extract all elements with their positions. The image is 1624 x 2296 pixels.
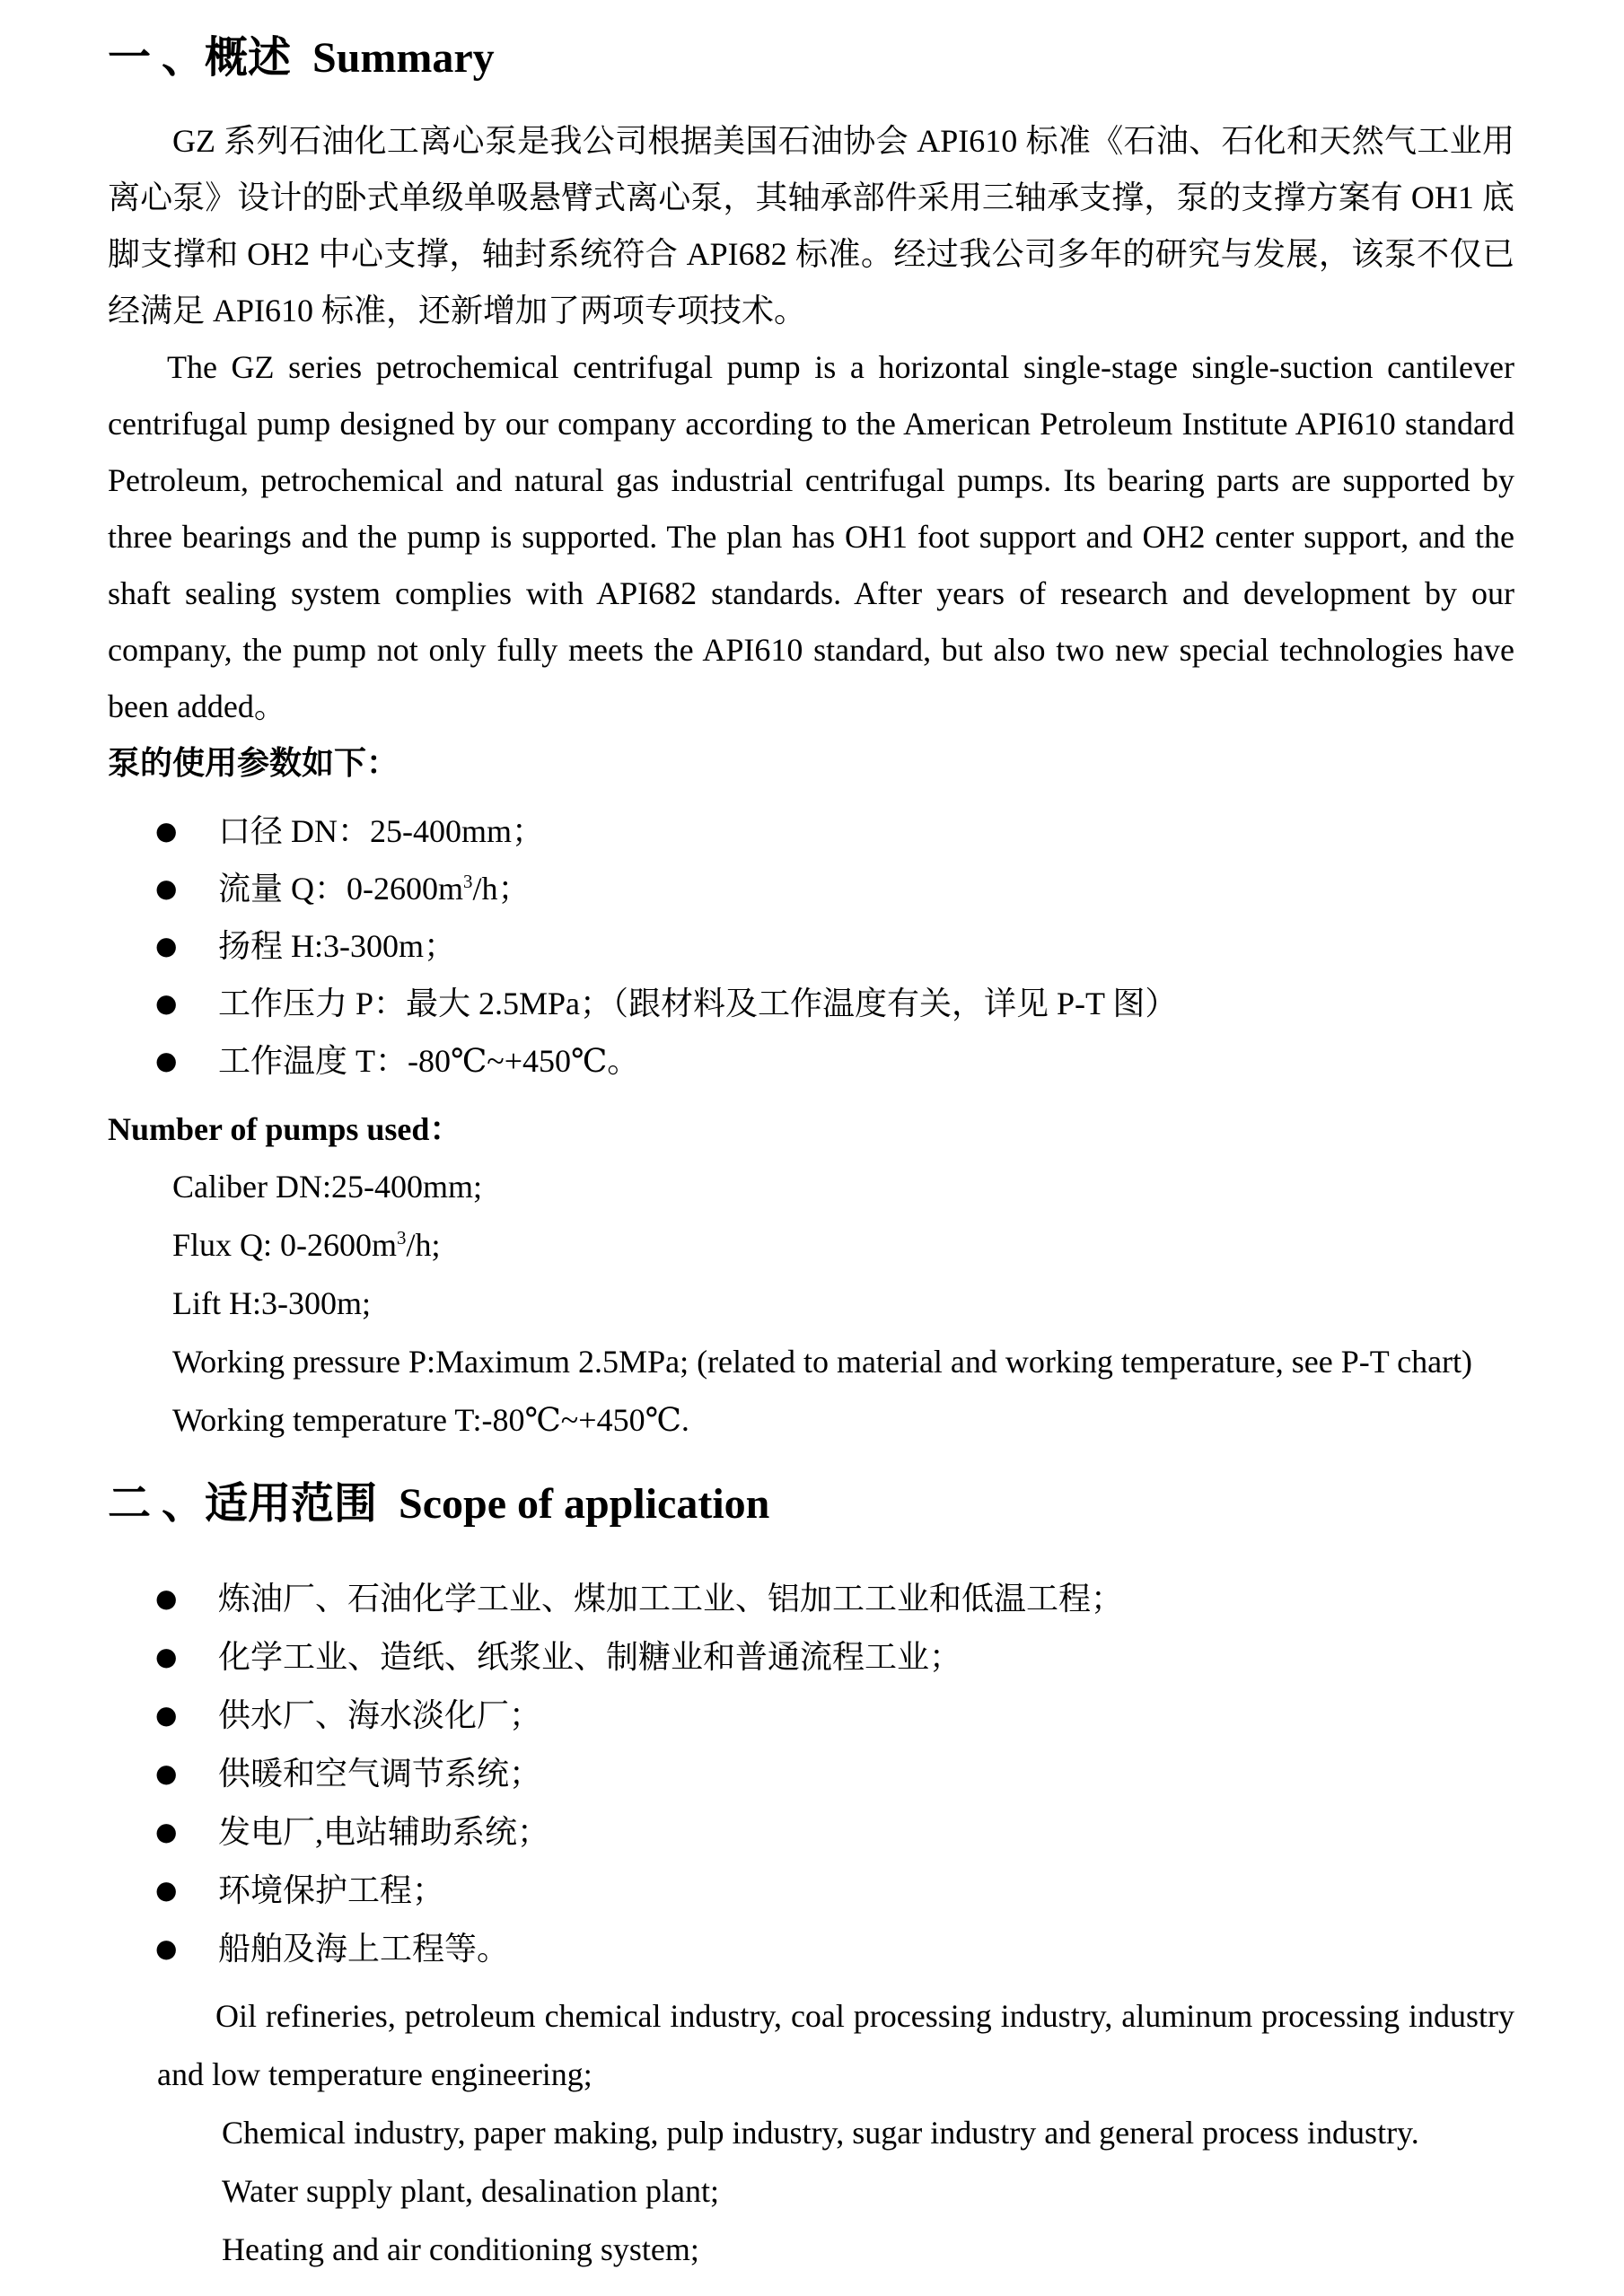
list-item-text: 炼油厂、石油化学工业、煤加工工业、铝加工工业和低温工程； — [218, 1581, 1124, 1617]
list-item — [108, 860, 1514, 917]
pump-parameters-list-chinese — [108, 802, 1514, 1090]
application-scope-english-line: Water supply plant, desalination plant; — [222, 2173, 719, 2209]
application-scope-english-line: Chemical industry, paper making, pulp industry, sugar industry and general process industry. — [222, 2115, 1419, 2151]
list-item-text: Working temperature T:-80℃~+450℃. — [172, 1402, 689, 1438]
list-item — [172, 1333, 1514, 1391]
list-item-text: /h； — [472, 871, 531, 907]
application-scope-list — [108, 1570, 1514, 1978]
bullet-icon: ● — [155, 1642, 178, 1671]
section2-heading: 二 、适用范围 Scope of application — [108, 1480, 770, 1528]
section1-intro-chinese: GZ 系列石油化工离心泵是我公司根据美国石油协会 API610 标准《石油、石化和天然气工业用离心泵》设计的卧式单级单吸悬臂式离心泵，其轴承部件采用三轴承支撑，泵的支撑方案有 OH1 底脚支撑和 OH2 中心支撑，轴封系统符合 API682 标准。经过我公司多年的研究与发展，该泵不仅已经满足 API610 标准，还新增加了两项专项技术。 — [108, 123, 1514, 329]
superscript: 3 — [397, 1227, 407, 1249]
superscript: 3 — [463, 871, 473, 892]
list-item — [108, 1862, 1514, 1920]
bullet-icon: ● — [155, 1046, 178, 1075]
list-item-text: 船舶及海上工程等。 — [218, 1931, 510, 1967]
list-item — [108, 1032, 1514, 1090]
section1-intro-english: The GZ series petrochemical centrifugal pump is a horizontal single-stage single-suction cantilever centrifugal pump designed by our company according to the American Petroleum Institute API610 standard Petroleum, petrochemical and natural gas industrial centrifugal pumps. Its bearing parts are supported by three bearings and the pump is supported. The plan has OH1 foot support and OH2 center support, and the shaft sealing system complies with API682 standards. After years of research and development by our company, the pump not only fully meets the API610 standard, but also two new special technologies have been added。 — [108, 349, 1514, 724]
bullet-icon: ● — [155, 816, 178, 846]
bullet-icon: ● — [155, 873, 178, 903]
bullet-icon: ● — [155, 1933, 178, 1963]
list-item — [108, 1628, 1514, 1687]
section1-heading: 一 、概述 Summary — [108, 34, 495, 82]
bullet-icon: ● — [155, 1817, 178, 1846]
pump-parameters-list-english — [108, 1158, 1514, 1450]
bullet-icon: ● — [155, 988, 178, 1018]
list-item — [108, 802, 1514, 860]
list-item-text: 发电厂,电站辅助系统； — [218, 1814, 550, 1850]
bullet-icon: ● — [155, 1583, 178, 1613]
application-scope-english-paragraph: Oil refineries, petroleum chemical industry, coal processing industry, aluminum processing industry and low temperature engineering; — [157, 1998, 1514, 2092]
application-scope-english-line: Heating and air conditioning system; — [222, 2231, 699, 2267]
bullet-icon: ● — [155, 1758, 178, 1788]
list-item — [108, 975, 1514, 1032]
list-item — [108, 917, 1514, 975]
list-item — [108, 1920, 1514, 1978]
list-item-text: 口径 DN：25-400mm； — [218, 813, 544, 849]
list-item — [172, 1391, 1514, 1450]
list-item-text: Caliber DN:25-400mm; — [172, 1169, 482, 1205]
list-item-text: 环境保护工程； — [218, 1872, 445, 1908]
list-item-text: 扬程 H:3-300m； — [218, 928, 456, 964]
bullet-icon: ● — [155, 931, 178, 960]
list-item — [172, 1275, 1514, 1333]
list-item-text: 供水厂、海水淡化厂； — [218, 1697, 542, 1733]
list-item — [108, 1803, 1514, 1862]
list-item-text: Lift H:3-300m; — [172, 1285, 371, 1321]
bullet-icon: ● — [155, 1875, 178, 1905]
list-item — [172, 1158, 1514, 1216]
list-item — [108, 1745, 1514, 1803]
pump-parameters-title-english: Number of pumps used： — [108, 1111, 462, 1147]
list-item-text: /h; — [406, 1227, 441, 1263]
list-item-text: 工作压力 P：最大 2.5MPa；（跟材料及工作温度有关，详见 P-T 图） — [218, 986, 1178, 1021]
list-item — [108, 1570, 1514, 1628]
list-item — [172, 1216, 1514, 1275]
list-item-text: Working pressure P:Maximum 2.5MPa; (related to material and working temperature, see P-T chart) — [172, 1344, 1473, 1380]
list-item-text: Flux Q: 0-2600m — [172, 1227, 398, 1263]
list-item-text: 化学工业、造纸、纸浆业、制糖业和普通流程工业； — [218, 1639, 962, 1675]
bullet-icon: ● — [155, 1700, 178, 1730]
list-item-text: 工作温度 T：-80℃~+450℃。 — [218, 1043, 640, 1079]
list-item — [108, 1687, 1514, 1745]
list-item-text: 供暖和空气调节系统； — [218, 1756, 542, 1792]
pump-parameters-title-chinese: 泵的使用参数如下： — [108, 745, 399, 781]
list-item-text: 流量 Q：0-2600m — [218, 871, 463, 907]
